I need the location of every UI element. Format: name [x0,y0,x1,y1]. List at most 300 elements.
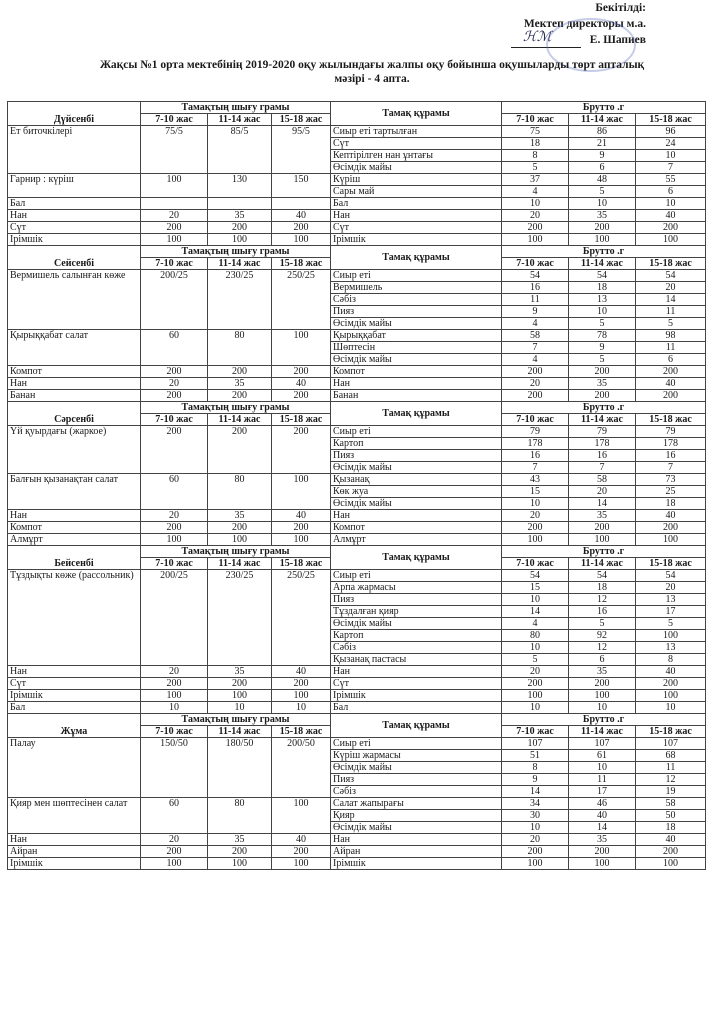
ingredient-brutto: 200 [636,222,706,234]
ingredient-name: Пияз [331,594,502,606]
ingredient-brutto: 10 [569,198,636,210]
ingredient-brutto: 4 [502,354,569,366]
dish-yield: 60 [141,330,208,366]
ingredient-brutto: 15 [502,486,569,498]
dish-yield: 20 [141,510,208,522]
dish-name: Ірімшік [8,234,141,246]
ingredient-brutto: 14 [502,786,569,798]
ingredient-brutto: 100 [636,534,706,546]
table-row [8,330,706,342]
ingredient-brutto: 92 [569,630,636,642]
composition-header: Тамақ құрамы [331,546,502,570]
ingredient-brutto: 43 [502,474,569,486]
brutto-header: Брутто .г [502,402,706,414]
ingredient-brutto: 17 [569,786,636,798]
ingredient-brutto: 16 [502,450,569,462]
age-group-header: 11-14 жас [208,414,272,426]
dish-yield: 200 [208,426,272,474]
age-group-header: 7-10 жас [141,558,208,570]
age-group-header: 7-10 жас [502,558,569,570]
ingredient-brutto: 10 [569,702,636,714]
dish-yield: 40 [272,510,331,522]
dish-yield: 200 [208,390,272,402]
ingredient-brutto: 40 [636,510,706,522]
ingredient-brutto: 20 [569,486,636,498]
ingredient-name: Ірімшік [331,858,502,870]
ingredient-brutto: 5 [569,618,636,630]
ingredient-brutto: 58 [502,330,569,342]
dish-yield: 200 [272,426,331,474]
ingredient-brutto: 12 [569,642,636,654]
dish-yield: 10 [141,702,208,714]
yield-header: Тамақтың шығу грамы [141,102,331,114]
table-row [8,666,706,678]
dish-yield: 100 [208,690,272,702]
dish-yield: 20 [141,210,208,222]
ingredient-name: Бал [331,198,502,210]
ingredient-brutto: 10 [636,702,706,714]
title-line-2: мәзірі - 4 апта. [334,73,410,85]
dish-name: Қырыққабат салат [8,330,141,366]
ingredient-brutto: 200 [569,222,636,234]
ingredient-brutto: 79 [502,426,569,438]
dish-yield: 100 [141,858,208,870]
age-group-header: 7-10 жас [141,726,208,738]
ingredient-brutto: 7 [502,342,569,354]
dish-yield: 180/50 [208,738,272,798]
ingredient-brutto: 24 [636,138,706,150]
composition-header: Тамақ құрамы [331,246,502,270]
ingredient-name: Күріш [331,174,502,186]
age-group-header: 11-14 жас [569,414,636,426]
ingredient-name: Сиыр еті [331,738,502,750]
dish-yield: 200 [141,426,208,474]
dish-name: Алмұрт [8,534,141,546]
ingredient-brutto: 16 [569,450,636,462]
dish-name: Нан [8,210,141,222]
day-name: Сейсенбі [8,246,141,270]
ingredient-brutto: 20 [636,282,706,294]
ingredient-brutto: 4 [502,618,569,630]
dish-yield [141,198,208,210]
ingredient-name: Сәбіз [331,786,502,798]
ingredient-brutto: 54 [502,270,569,282]
ingredient-brutto: 11 [636,306,706,318]
dish-yield: 200 [141,522,208,534]
ingredient-brutto: 73 [636,474,706,486]
brutto-header: Брутто .г [502,714,706,726]
ingredient-name: Өсімдік майы [331,318,502,330]
ingredient-brutto: 13 [636,594,706,606]
table-row [8,738,706,750]
table-row [8,834,706,846]
brutto-header: Брутто .г [502,546,706,558]
dish-yield: 200 [208,222,272,234]
dish-yield: 150 [272,174,331,198]
dish-name: Сүт [8,222,141,234]
ingredient-brutto: 55 [636,174,706,186]
dish-yield: 200 [208,366,272,378]
dish-name: Нан [8,834,141,846]
ingredient-name: Сиыр еті [331,270,502,282]
dish-yield: 35 [208,210,272,222]
age-group-header: 11-14 жас [208,114,272,126]
dish-yield: 95/5 [272,126,331,174]
ingredient-brutto: 51 [502,750,569,762]
ingredient-brutto: 21 [569,138,636,150]
ingredient-name: Картоп [331,630,502,642]
ingredient-brutto: 20 [502,834,569,846]
ingredient-brutto: 18 [636,822,706,834]
ingredient-brutto: 46 [569,798,636,810]
ingredient-name: Сүт [331,678,502,690]
dish-yield: 20 [141,666,208,678]
dish-name: Ірімшік [8,858,141,870]
menu-sheet [7,101,705,870]
ingredient-name: Күріш жармасы [331,750,502,762]
yield-header: Тамақтың шығу грамы [141,246,331,258]
dish-yield: 200/25 [141,270,208,330]
dish-yield: 150/50 [141,738,208,798]
ingredient-brutto: 14 [502,606,569,618]
ingredient-brutto: 16 [502,282,569,294]
table-row [8,378,706,390]
dish-name: Ет биточкілері [8,126,141,174]
ingredient-brutto: 7 [636,162,706,174]
dish-yield: 200 [141,846,208,858]
dish-name: Тұздықты көже (рассольник) [8,570,141,666]
title-line-1: Жақсы №1 орта мектебінің 2019-2020 оқу жылындағы жалпы оқу бойынша оқушыларды төрт апталық [99,59,645,71]
ingredient-brutto: 54 [569,570,636,582]
dish-yield: 100 [208,858,272,870]
ingredient-brutto: 54 [636,270,706,282]
day-header-row [8,246,706,258]
ingredient-name: Вермишель [331,282,502,294]
ingredient-brutto: 10 [502,642,569,654]
day-header-row [8,102,706,114]
table-row [8,510,706,522]
ingredient-brutto: 100 [636,858,706,870]
ingredient-name: Сүт [331,138,502,150]
table-row [8,390,706,402]
dish-yield: 230/25 [208,270,272,330]
ingredient-brutto: 178 [636,438,706,450]
dish-yield: 75/5 [141,126,208,174]
dish-yield: 80 [208,798,272,834]
age-group-header: 7-10 жас [141,114,208,126]
ingredient-brutto: 200 [502,522,569,534]
ingredient-brutto: 35 [569,378,636,390]
document-title [60,58,684,86]
ingredient-brutto: 11 [636,342,706,354]
ingredient-brutto: 40 [569,810,636,822]
ingredient-name: Алмұрт [331,534,502,546]
dish-yield: 40 [272,210,331,222]
dish-yield: 80 [208,474,272,510]
ingredient-brutto: 5 [569,318,636,330]
ingredient-brutto: 80 [502,630,569,642]
ingredient-brutto: 58 [636,798,706,810]
day-header-row [8,714,706,726]
yield-header: Тамақтың шығу грамы [141,402,331,414]
ingredient-brutto: 18 [636,498,706,510]
ingredient-brutto: 54 [636,570,706,582]
dish-yield: 100 [272,858,331,870]
ingredient-name: Қырыққабат [331,330,502,342]
ingredient-brutto: 8 [502,150,569,162]
age-group-header: 15-18 жас [636,114,706,126]
ingredient-name: Бал [331,702,502,714]
dish-name: Балғын қызанақтан салат [8,474,141,510]
ingredient-brutto: 200 [636,390,706,402]
ingredient-brutto: 7 [569,462,636,474]
ingredient-brutto: 40 [636,834,706,846]
dish-yield: 100 [272,474,331,510]
ingredient-brutto: 5 [569,186,636,198]
ingredient-name: Кептірілген нан ұнтағы [331,150,502,162]
ingredient-name: Пияз [331,306,502,318]
dish-name: Үй қуырдағы (жаркое) [8,426,141,474]
table-row [8,702,706,714]
dish-yield: 40 [272,378,331,390]
dish-name: Нан [8,510,141,522]
ingredient-brutto: 11 [569,774,636,786]
ingredient-brutto: 12 [569,594,636,606]
ingredient-name: Өсімдік майы [331,762,502,774]
ingredient-brutto: 200 [502,366,569,378]
ingredient-brutto: 200 [569,390,636,402]
dish-yield: 200 [141,222,208,234]
ingredient-brutto: 200 [502,390,569,402]
dish-name: Компот [8,366,141,378]
dish-yield: 200 [208,522,272,534]
age-group-header: 7-10 жас [141,414,208,426]
ingredient-brutto: 10 [502,498,569,510]
ingredient-name: Шөптесін [331,342,502,354]
dish-yield: 40 [272,834,331,846]
ingredient-brutto: 4 [502,318,569,330]
composition-header: Тамақ құрамы [331,402,502,426]
day-name: Жұма [8,714,141,738]
ingredient-brutto: 10 [636,198,706,210]
table-row [8,534,706,546]
ingredient-brutto: 79 [636,426,706,438]
dish-yield: 200 [272,846,331,858]
dish-yield: 250/25 [272,270,331,330]
ingredient-name: Нан [331,834,502,846]
ingredient-brutto: 13 [569,294,636,306]
table-row [8,690,706,702]
ingredient-brutto: 12 [636,774,706,786]
ingredient-brutto: 18 [569,582,636,594]
brutto-header: Брутто .г [502,246,706,258]
dish-name: Бал [8,702,141,714]
day-header-row [8,546,706,558]
age-group-header: 7-10 жас [502,114,569,126]
table-row [8,678,706,690]
dish-yield: 35 [208,378,272,390]
dish-yield: 100 [141,174,208,198]
brutto-header: Брутто .г [502,102,706,114]
ingredient-name: Нан [331,510,502,522]
dish-yield: 250/25 [272,570,331,666]
dish-yield: 20 [141,378,208,390]
dish-yield: 35 [208,666,272,678]
day-name: Бейсенбі [8,546,141,570]
age-group-header: 15-18 жас [636,726,706,738]
dish-name: Сүт [8,678,141,690]
ingredient-brutto: 200 [636,522,706,534]
ingredient-brutto: 86 [569,126,636,138]
table-row [8,126,706,138]
ingredient-brutto: 6 [636,186,706,198]
ingredient-brutto: 10 [569,306,636,318]
ingredient-brutto: 18 [502,138,569,150]
ingredient-brutto: 96 [636,126,706,138]
ingredient-brutto: 178 [569,438,636,450]
dish-yield: 100 [141,234,208,246]
ingredient-brutto: 200 [569,522,636,534]
ingredient-brutto: 25 [636,486,706,498]
age-group-header: 11-14 жас [569,114,636,126]
yield-header: Тамақтың шығу грамы [141,546,331,558]
dish-yield: 35 [208,834,272,846]
dish-yield [272,198,331,210]
dish-yield: 200 [272,678,331,690]
day-name: Дүйсенбі [8,102,141,126]
ingredient-brutto: 15 [502,582,569,594]
ingredient-brutto: 54 [502,570,569,582]
ingredient-brutto: 79 [569,426,636,438]
ingredient-name: Өсімдік майы [331,162,502,174]
ingredient-name: Көк жуа [331,486,502,498]
ingredient-brutto: 14 [569,822,636,834]
ingredient-brutto: 16 [569,606,636,618]
approval-label: Бекітілді: [595,2,646,14]
menu-table [7,101,706,870]
ingredient-brutto: 200 [636,846,706,858]
ingredient-name: Өсімдік майы [331,354,502,366]
ingredient-brutto: 20 [502,210,569,222]
ingredient-name: Пияз [331,774,502,786]
signature: ℋℳ [511,35,581,48]
ingredient-brutto: 4 [502,186,569,198]
ingredient-name: Сүт [331,222,502,234]
ingredient-brutto: 200 [569,366,636,378]
ingredient-name: Сиыр еті [331,570,502,582]
ingredient-brutto: 5 [636,318,706,330]
age-group-header: 7-10 жас [502,414,569,426]
ingredient-brutto: 9 [569,150,636,162]
age-group-header: 15-18 жас [272,726,331,738]
dish-yield: 200/50 [272,738,331,798]
age-group-header: 15-18 жас [272,114,331,126]
ingredient-name: Тұздалған қияр [331,606,502,618]
ingredient-brutto: 100 [502,690,569,702]
ingredient-brutto: 20 [502,378,569,390]
composition-header: Тамақ құрамы [331,102,502,126]
dish-yield: 200 [272,222,331,234]
ingredient-brutto: 61 [569,750,636,762]
ingredient-brutto: 5 [636,618,706,630]
ingredient-brutto: 48 [569,174,636,186]
age-group-header: 11-14 жас [208,258,272,270]
dish-name: Қияр мен шөптесінен салат [8,798,141,834]
ingredient-brutto: 20 [636,582,706,594]
ingredient-brutto: 6 [569,654,636,666]
ingredient-brutto: 5 [569,354,636,366]
ingredient-brutto: 58 [569,474,636,486]
dish-yield: 100 [272,330,331,366]
ingredient-brutto: 11 [636,762,706,774]
ingredient-brutto: 10 [636,150,706,162]
director-position: Мектеп директоры м.а. [523,18,646,30]
ingredient-brutto: 7 [636,462,706,474]
ingredient-brutto: 14 [569,498,636,510]
ingredient-brutto: 75 [502,126,569,138]
age-group-header: 15-18 жас [272,258,331,270]
dish-yield: 85/5 [208,126,272,174]
ingredient-brutto: 178 [502,438,569,450]
ingredient-brutto: 6 [569,162,636,174]
ingredient-name: Өсімдік майы [331,822,502,834]
age-group-header: 11-14 жас [569,258,636,270]
ingredient-brutto: 78 [569,330,636,342]
ingredient-brutto: 200 [502,222,569,234]
ingredient-brutto: 34 [502,798,569,810]
dish-name: Палау [8,738,141,798]
dish-yield: 60 [141,798,208,834]
dish-name: Вермишель салынған көже [8,270,141,330]
ingredient-name: Қызанақ пастасы [331,654,502,666]
table-row [8,234,706,246]
dish-yield: 100 [272,690,331,702]
age-group-header: 15-18 жас [272,414,331,426]
ingredient-name: Компот [331,366,502,378]
ingredient-name: Өсімдік майы [331,462,502,474]
ingredient-brutto: 30 [502,810,569,822]
dish-yield: 200 [208,846,272,858]
director-name: Е. Шапиев [589,34,646,46]
age-group-header: 7-10 жас [502,258,569,270]
ingredient-brutto: 9 [569,342,636,354]
ingredient-brutto: 14 [636,294,706,306]
age-group-header: 7-10 жас [141,258,208,270]
table-row [8,174,706,186]
ingredient-brutto: 5 [502,654,569,666]
ingredient-brutto: 100 [636,630,706,642]
ingredient-brutto: 20 [502,510,569,522]
ingredient-brutto: 35 [569,834,636,846]
ingredient-brutto: 18 [569,282,636,294]
ingredient-brutto: 16 [636,450,706,462]
ingredient-brutto: 200 [502,846,569,858]
day-name: Сәрсенбі [8,402,141,426]
ingredient-brutto: 13 [636,642,706,654]
dish-yield: 200 [272,522,331,534]
dish-yield: 200 [272,390,331,402]
ingredient-name: Банан [331,390,502,402]
dish-name: Нан [8,666,141,678]
ingredient-brutto: 100 [502,858,569,870]
dish-yield: 100 [272,798,331,834]
dish-yield: 60 [141,474,208,510]
ingredient-brutto: 35 [569,666,636,678]
ingredient-brutto: 200 [636,366,706,378]
dish-yield: 100 [141,534,208,546]
ingredient-name: Өсімдік майы [331,618,502,630]
dish-yield: 100 [208,234,272,246]
